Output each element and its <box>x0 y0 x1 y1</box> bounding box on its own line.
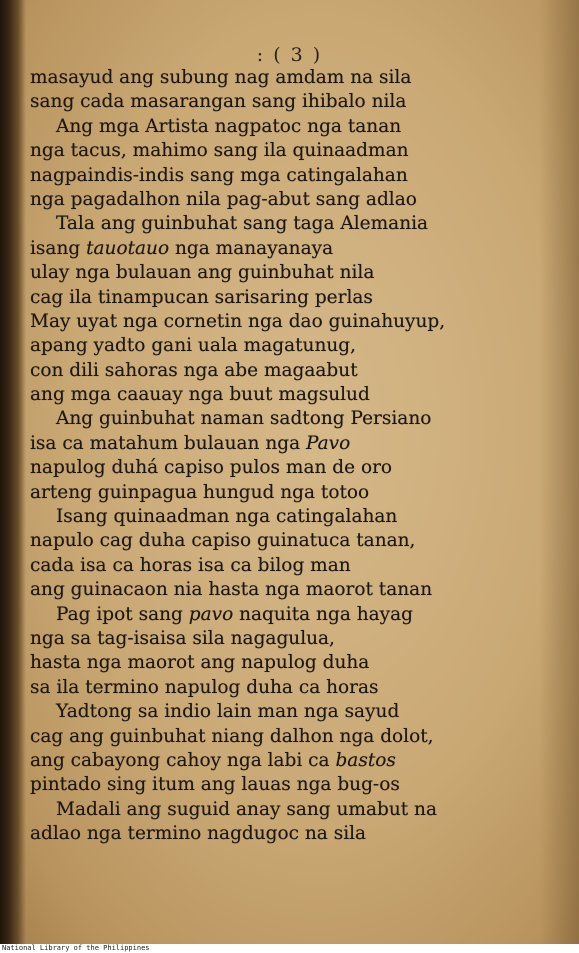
text-line <box>30 212 510 236</box>
poem-text-block <box>30 66 510 847</box>
text-line <box>30 407 510 431</box>
text-line <box>30 725 510 749</box>
text-segment: napulo cag duha capiso guinatuca tanan, <box>30 530 416 552</box>
text-line <box>30 798 510 822</box>
text-segment: naquita nga hayag <box>233 603 413 625</box>
text-segment: nagpaindis-indis sang mga catingalahan <box>30 164 408 186</box>
text-segment: masayud ang subung nag amdam na sila <box>30 67 412 88</box>
text-line <box>30 578 510 602</box>
text-line <box>30 505 510 529</box>
text-segment: Pag ipot sang <box>56 603 189 625</box>
text-line <box>30 66 510 90</box>
italic-text-segment: Pavo <box>306 432 351 454</box>
italic-text-segment: bastos <box>335 749 396 771</box>
text-segment: adlao nga termino nagdugoc na sila <box>30 823 367 845</box>
text-segment: apang yadto gani uala magatunug, <box>30 335 357 357</box>
text-line <box>30 359 510 383</box>
text-segment: sang cada masarangan sang ihibalo nila <box>30 91 407 113</box>
text-line <box>30 286 510 310</box>
italic-text-segment: pavo <box>188 603 234 625</box>
text-segment: nga manayanaya <box>169 237 334 259</box>
book-binding-edge <box>0 0 26 944</box>
text-segment: Yadtong sa indio lain man nga sayud <box>56 701 400 723</box>
text-segment: nga pagadalhon nila pag-abut sang adlao <box>30 188 417 210</box>
text-segment: con dili sahoras nga abe magaabut <box>30 359 358 381</box>
text-segment: May uyat nga cornetin nga dao guinahuyup, <box>30 310 446 332</box>
text-segment: sa ila termino napulog duha ca horas <box>30 676 379 698</box>
text-segment: cada isa ca horas isa ca bilog man <box>30 554 351 576</box>
library-credit: National Library of the Philippines <box>2 944 150 952</box>
text-line <box>30 676 510 700</box>
text-line <box>30 90 510 114</box>
text-segment: nga sa tag-isaisa sila nagagulua, <box>30 627 335 649</box>
text-segment: pintado sing itum ang lauas nga bug-os <box>30 774 400 796</box>
text-line <box>30 334 510 358</box>
text-line <box>30 115 510 139</box>
text-line <box>30 481 510 505</box>
text-line <box>30 310 510 334</box>
text-segment: ang guinacaon nia hasta nga maorot tanan <box>30 579 433 601</box>
text-segment: isa ca matahum bulauan nga <box>30 432 306 454</box>
text-segment: isang <box>30 237 87 259</box>
text-segment: Isang quinaadman nga catingalahan <box>56 506 398 528</box>
text-line <box>30 383 510 407</box>
text-line <box>30 529 510 553</box>
italic-text-segment: tauotauo <box>86 237 170 259</box>
text-line <box>30 603 510 627</box>
text-line <box>30 822 510 846</box>
text-line <box>30 139 510 163</box>
text-line <box>30 554 510 578</box>
text-line <box>30 164 510 188</box>
text-segment: ulay nga bulauan ang guinbuhat nila <box>30 262 375 284</box>
text-line <box>30 432 510 456</box>
text-line <box>30 773 510 797</box>
text-segment: ang cabayong cahoy nga labi ca <box>30 749 336 771</box>
text-line <box>30 237 510 261</box>
text-segment: ang mga caauay nga buut magsulud <box>30 384 370 406</box>
page-number: : ( 3 ) <box>256 44 323 66</box>
text-line <box>30 261 510 285</box>
text-line <box>30 749 510 773</box>
text-line <box>30 700 510 724</box>
text-segment: cag ang guinbuhat niang dalhon nga dolot, <box>30 725 434 747</box>
text-segment: Ang mga Artista nagpatoc nga tanan <box>56 115 402 137</box>
text-segment: hasta nga maorot ang napulog duha <box>30 652 370 674</box>
text-segment: Madali ang suguid anay sang umabut na <box>56 798 438 820</box>
text-line <box>30 188 510 212</box>
text-segment: Tala ang guinbuhat sang taga Alemania <box>56 213 429 235</box>
text-segment: arteng guinpagua hungud nga totoo <box>30 481 370 503</box>
text-segment: nga tacus, mahimo sang ila quinaadman <box>30 140 409 162</box>
page-edge-shadow <box>539 0 579 944</box>
text-segment: Ang guinbuhat naman sadtong Persiano <box>56 408 432 430</box>
text-line <box>30 627 510 651</box>
text-line <box>30 456 510 480</box>
text-segment: napulog duhá capiso pulos man de oro <box>30 457 393 479</box>
text-segment: cag ila tinampucan sarisaring perlas <box>30 286 373 308</box>
text-line <box>30 651 510 675</box>
